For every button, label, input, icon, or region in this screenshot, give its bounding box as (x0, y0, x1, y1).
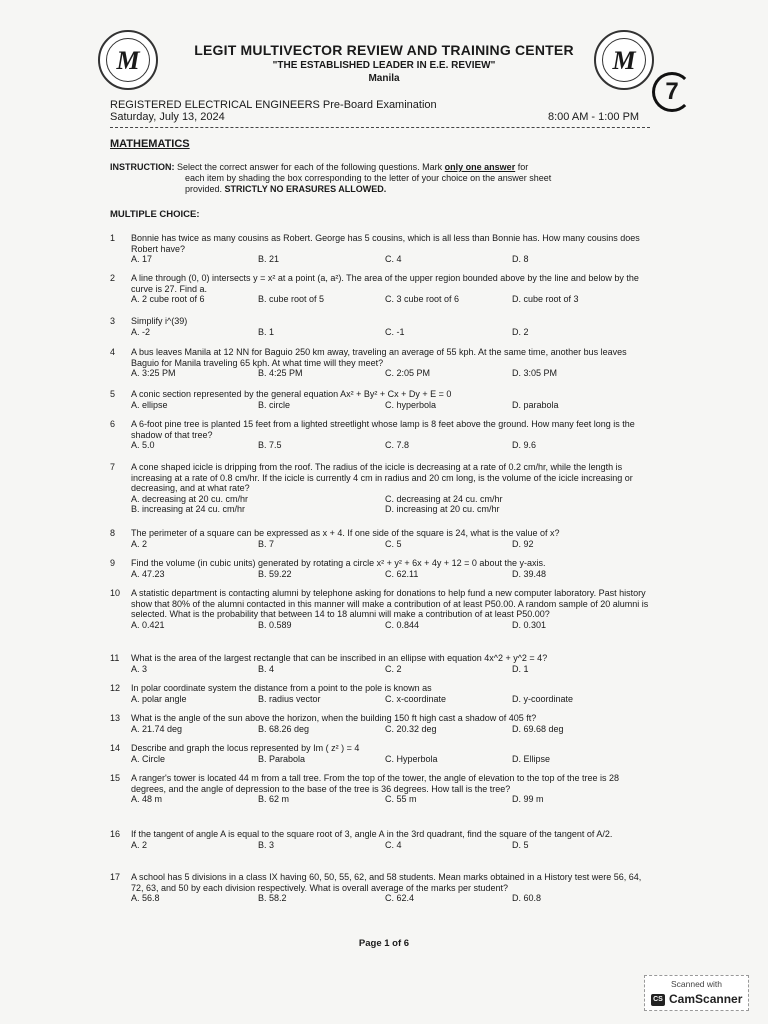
exam-date: Saturday, July 13, 2024 (110, 111, 225, 123)
option: B. 1 (258, 326, 275, 337)
option: D. 2 (512, 326, 529, 337)
option: A. 48 m (131, 794, 163, 804)
question-number: 5 (110, 389, 116, 399)
option: B. 7 (258, 538, 275, 549)
option: A. 2 (131, 839, 148, 850)
options (131, 569, 650, 580)
question-stem: A ranger's tower is located 44 m from a tall tree. From the top of the tower, the angle of elevation to the top of the tree is 28 degrees, and the angle of depression to the base of the tree is 36 degrees. How tall is the tree? (131, 773, 619, 794)
instruction-text: provided. (185, 184, 223, 194)
question-number: 17 (110, 872, 121, 882)
option: B. 7.5 (258, 440, 282, 450)
question-item (110, 389, 650, 410)
question-stem: Find the volume (in cubic units) generated by rotating a circle x² + y² + 6x + 4y + 12 = 0 about the y-axis. (131, 558, 546, 568)
option: B. radius vector (258, 693, 321, 704)
camscanner-icon: CS (651, 994, 665, 1006)
question-stem: A statistic department is contacting alumni by telephone asking for donations to help fund a new computer laboratory. Past history show that 80% of the alumni contacted in this manner will make a contribution of at least P50.00. A random sample of 20 alumni is selected. What is the probability that between 14 to 18 alumni will make a contribution of at least P50.00? (131, 588, 649, 619)
option: B. 4:25 PM (258, 368, 303, 378)
question-number: 2 (110, 273, 116, 283)
question-stem: A line through (0, 0) intersects y = x² at a point (a, a²). The area of the upper region bounded above by the line and below by the curve is 27. Find a. (131, 273, 639, 294)
question-item (110, 558, 650, 579)
options (131, 368, 650, 379)
question-item (110, 419, 650, 451)
instruction-emphasis: only one answer (444, 162, 516, 172)
question-stem: A conic section represented by the general equation Ax² + By² + Cx + Dy + E = 0 (131, 389, 452, 399)
options (131, 724, 650, 735)
center-tagline: "THE ESTABLISHED LEADER IN E.E. REVIEW" (272, 60, 496, 71)
option: C. x-coordinate (385, 693, 447, 704)
option: A. 3:25 PM (131, 368, 176, 378)
options (131, 893, 650, 904)
option: B. 68.26 deg (258, 723, 310, 734)
question-number: 10 (110, 588, 121, 598)
question-item (110, 233, 650, 265)
question-number: 12 (110, 683, 121, 693)
option: D. 1 (512, 663, 529, 674)
option: C. hyperbola (385, 399, 437, 410)
options (131, 620, 650, 631)
set-number: 7 (652, 72, 692, 112)
question-number: 7 (110, 462, 116, 472)
question-item (110, 743, 650, 764)
options (131, 694, 650, 705)
question-item (110, 773, 650, 805)
instruction (110, 162, 630, 195)
option: B. 3 (258, 839, 275, 850)
question-number: 4 (110, 347, 116, 357)
option: A. 5.0 (131, 440, 155, 450)
option: C. 2:05 PM (385, 368, 431, 378)
question-stem: Describe and graph the locus represented by Im ( z² ) = 4 (131, 743, 360, 753)
options (131, 327, 650, 338)
option: A. Circle (131, 753, 166, 764)
page-footer: Page 1 of 6 (358, 938, 410, 949)
option: D. 9.6 (512, 440, 537, 450)
option: D. 92 (512, 538, 534, 549)
option: A. 2 (131, 538, 148, 549)
question-stem: A school has 5 divisions in a class IX having 60, 50, 55, 62, and 58 students. Mean marks obtained in a History test were 56, 64, 72, 63, and 50 by each division respectively. What is overall average of the marks per student? (131, 872, 642, 893)
question-number: 8 (110, 528, 116, 538)
option: C. 3 cube root of 6 (385, 294, 460, 304)
option: A. 3 (131, 663, 148, 674)
logo-left (98, 30, 158, 90)
option: B. 62 m (258, 794, 290, 804)
option: B. 21 (258, 254, 280, 264)
section-title: MULTIPLE CHOICE: (110, 209, 200, 220)
option: C. 4 (385, 254, 402, 264)
logo-right (594, 30, 654, 90)
question-stem: A bus leaves Manila at 12 NN for Baguio 250 km away, traveling an average of 55 kph. At the same time, another bus leaves Baguio for Manila traveling 65 kph. At what time will they meet? (131, 347, 627, 368)
option: D. increasing at 20 cu. cm/hr (385, 504, 500, 514)
question-number: 15 (110, 773, 121, 783)
option: C. 4 (385, 839, 402, 850)
option: D. 99 m (512, 794, 544, 804)
center-title: LEGIT MULTIVECTOR REVIEW AND TRAINING CENTER (194, 42, 574, 58)
option: A. 17 (131, 254, 153, 264)
exam-name: REGISTERED ELECTRICAL ENGINEERS Pre-Board Examination (110, 99, 437, 111)
option: B. circle (258, 399, 291, 410)
option: C. -1 (385, 326, 405, 337)
question-stem: A 6-foot pine tree is planted 15 feet from a lighted streetlight whose lamp is 8 feet above the ground. How many feet long is the shadow of that tree? (131, 419, 635, 440)
instruction-strict: STRICTLY NO ERASURES ALLOWED. (224, 184, 387, 194)
question-stem: In polar coordinate system the distance from a point to the pole is known as (131, 683, 432, 693)
instruction-text: for (517, 162, 529, 172)
option: D. 60.8 (512, 893, 542, 903)
option: D. 0.301 (512, 619, 547, 630)
option: C. 55 m (385, 794, 417, 804)
option: B. Parabola (258, 753, 306, 764)
question-item (110, 829, 650, 850)
logo-mark: M (116, 46, 140, 75)
question-item (110, 683, 650, 704)
divider (110, 127, 650, 128)
question-stem: The perimeter of a square can be expressed as x + 4. If one side of the square is 24, what is the value of x? (131, 528, 560, 538)
options (131, 539, 650, 550)
option: D. Ellipse (512, 753, 551, 764)
logo-mark: M (612, 46, 636, 75)
question-number: 11 (110, 653, 120, 663)
option: D. 3:05 PM (512, 368, 558, 378)
question-stem: What is the angle of the sun above the horizon, when the building 150 ft high cast a shadow of 405 ft? (131, 713, 537, 723)
options (131, 294, 650, 305)
option: B. 0.589 (258, 619, 292, 630)
question-stem: A cone shaped icicle is dripping from the roof. The radius of the icicle is decreasing at a rate of 0.2 cm/hr, while the length is increasing at a rate of 0.8 cm/hr. If the icicle is currently 4 cm in radius and 20 cm long, is the volume of the icicle increasing or decreasing, and at what rate? (131, 462, 633, 493)
options (131, 840, 650, 851)
subject-title: MATHEMATICS (110, 138, 190, 150)
option: A. ellipse (131, 399, 168, 410)
instruction-text: Select the correct answer for each of the following questions. Mark (177, 162, 443, 172)
question-item (110, 347, 650, 379)
options (131, 254, 650, 265)
option: D. 69.68 deg (512, 723, 564, 734)
options (131, 664, 650, 675)
option: A. 0.421 (131, 619, 165, 630)
option: D. 5 (512, 839, 529, 850)
option: A. decreasing at 20 cu. cm/hr (131, 493, 249, 504)
question-item (110, 273, 650, 305)
options (131, 794, 650, 805)
option: A. 47.23 (131, 568, 165, 579)
option: A. polar angle (131, 693, 187, 704)
option: C. 0.844 (385, 619, 420, 630)
question-item (110, 316, 650, 337)
option: C. 62.11 (385, 568, 419, 579)
exam-time: 8:00 AM - 1:00 PM (548, 111, 640, 123)
option: C. 20.32 deg (385, 723, 437, 734)
question-number: 1 (110, 233, 116, 243)
option: B. 59.22 (258, 568, 292, 579)
option: C. 7.8 (385, 440, 410, 450)
camscanner-watermark (644, 975, 749, 1011)
question-item (110, 713, 650, 734)
watermark-brand: CamScanner (669, 992, 743, 1006)
option: B. 58.2 (258, 893, 287, 903)
question-item (110, 588, 650, 630)
center-city: Manila (368, 73, 400, 84)
option: C. 5 (385, 538, 402, 549)
option: C. 2 (385, 663, 402, 674)
question-number: 6 (110, 419, 116, 429)
option: D. 39.48 (512, 568, 547, 579)
option: B. increasing at 24 cu. cm/hr (131, 504, 246, 514)
instruction-text: each item by shading the box corresponding to the letter of your choice on the answer sheet (185, 173, 552, 183)
question-item (110, 462, 650, 515)
question-item (110, 653, 650, 674)
option: B. 4 (258, 663, 275, 674)
question-number: 9 (110, 558, 116, 568)
question-number: 13 (110, 713, 121, 723)
options (131, 440, 650, 451)
question-number: 3 (110, 316, 116, 326)
question-item (110, 528, 650, 549)
options (131, 754, 650, 765)
option: A. -2 (131, 326, 151, 337)
question-number: 16 (110, 829, 121, 839)
options (131, 494, 650, 515)
question-stem: Simplify i^(39) (131, 316, 188, 326)
question-item (110, 872, 650, 904)
option: A. 2 cube root of 6 (131, 294, 205, 304)
option: D. y-coordinate (512, 693, 574, 704)
option: C. 62.4 (385, 893, 415, 903)
question-number: 14 (110, 743, 121, 753)
question-stem: If the tangent of angle A is equal to the square root of 3, angle A in the 3rd quadrant, find the square of the tangent of A/2. (131, 829, 613, 839)
option: D. parabola (512, 399, 559, 410)
option: C. decreasing at 24 cu. cm/hr (385, 493, 503, 504)
option: A. 21.74 deg (131, 723, 183, 734)
option: D. cube root of 3 (512, 294, 579, 304)
options (131, 400, 650, 411)
option: A. 56.8 (131, 893, 160, 903)
question-stem: What is the area of the largest rectangle that can be inscribed in an ellipse with equation 4x^2 + y^2 = 4? (131, 653, 548, 663)
option: D. 8 (512, 254, 529, 264)
option: C. Hyperbola (385, 753, 438, 764)
watermark-text: Scanned with (670, 979, 723, 989)
question-stem: Bonnie has twice as many cousins as Robert. George has 5 cousins, which is all less than Bonnie has. How many cousins does Robert have? (131, 233, 640, 254)
instruction-label: INSTRUCTION: (110, 162, 175, 172)
option: B. cube root of 5 (258, 294, 325, 304)
